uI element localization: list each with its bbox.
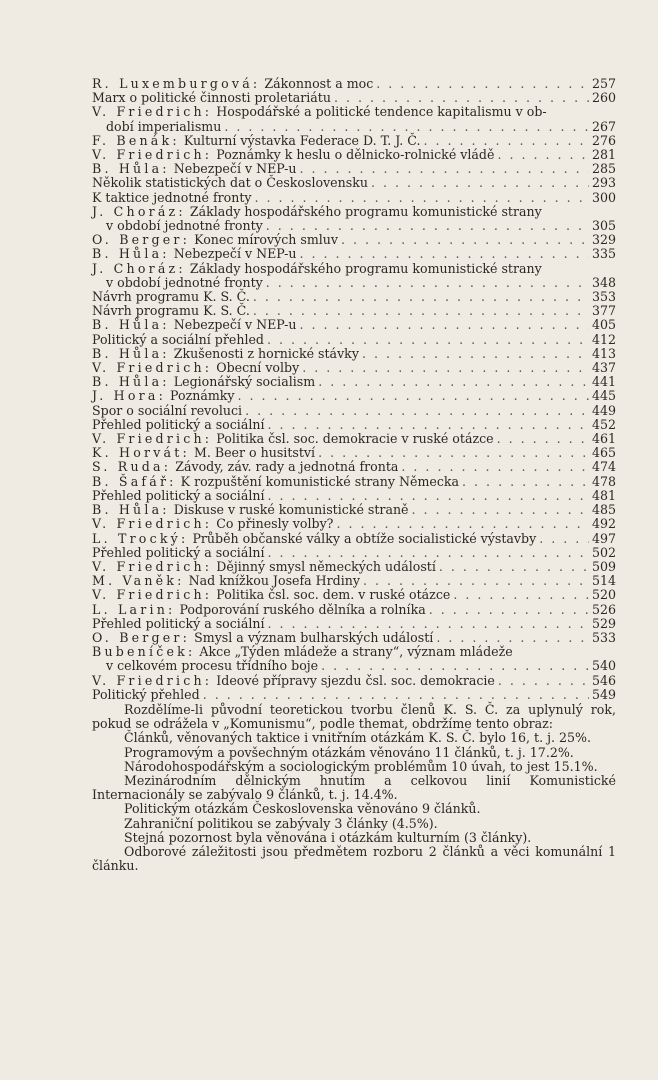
toc-entry-author: J. Hora: [92, 388, 167, 404]
toc-leader [268, 546, 589, 560]
toc-entry-title [92, 588, 450, 602]
toc-leader [412, 503, 589, 517]
toc-entry-title-text: Diskuse v ruské komunistické straně [173, 502, 409, 518]
toc-entry-author: L. Larin: [92, 601, 176, 617]
toc-leader [423, 134, 588, 148]
toc-leader [299, 318, 589, 332]
toc-entry-title [92, 347, 359, 361]
summary-paragraph: Odborové záležitosti jsou předmětem rozboru 2 článků a věci komunální 1 článku. [92, 843, 616, 874]
toc-entry-title [92, 191, 252, 205]
toc-entry [92, 617, 616, 631]
toc-entry-page: 449 [591, 402, 616, 418]
toc-leader [267, 333, 589, 347]
toc-leader [321, 659, 589, 673]
toc-entry-title-text: Poznámky k heslu o dělnicko-rolnické vládě [216, 147, 495, 163]
toc-entry [92, 333, 616, 347]
toc-entry-author: O. Berger: [92, 232, 191, 248]
toc-entry-page: 502 [591, 544, 616, 560]
toc-leader [268, 418, 589, 432]
toc-entry [92, 631, 616, 645]
toc-leader [497, 148, 589, 162]
toc-entry-page: 281 [591, 147, 616, 163]
toc-entry-continuation [92, 219, 616, 233]
toc-entry-title-text: Základy hospodářského programu komunistické strany [189, 260, 542, 276]
toc-entry-title-text: Politický a sociální přehled [92, 331, 264, 347]
toc-entry-author: B. Hůla: [92, 161, 170, 177]
toc-entry-page: 335 [591, 246, 616, 262]
toc-entry-author: B. Hůla: [92, 246, 170, 262]
toc-entry [92, 645, 616, 659]
toc-entry-title [92, 475, 459, 489]
toc-entry-title-text: Přehled politický a sociální [92, 615, 265, 631]
toc-entry-page: 485 [591, 502, 616, 518]
summary-text [92, 703, 616, 873]
toc-entry-page: 452 [591, 416, 616, 432]
toc-entry-title-text: Závody, záv. rady a jednotná fronta [175, 459, 399, 475]
toc-entry-title-text: Přehled politický a sociální [92, 416, 265, 432]
toc-entry [92, 446, 616, 460]
toc-leader [363, 574, 589, 588]
toc-entry-title-text: Legionářský socialism [173, 374, 316, 390]
toc-leader [498, 674, 589, 688]
toc-entry-page: 437 [591, 360, 616, 376]
toc-entry-title-text: Kulturní výstavka Federace D. T. J. Č. [183, 132, 421, 148]
toc-leader [336, 517, 589, 531]
toc-entry-title-text: Průběh občanské války a obtíže socialistické výstavby [192, 530, 537, 546]
toc-entry [92, 674, 616, 688]
toc-entry-title-text: K rozpuštění komunistické strany Německa [180, 473, 460, 489]
toc-entry-page: 293 [591, 175, 616, 191]
toc-entry-title-text: Politický přehled [92, 686, 200, 702]
toc-entry-title [92, 105, 547, 119]
toc-entry-page: 478 [591, 473, 616, 489]
toc-entry-page: 412 [591, 331, 616, 347]
toc-entry-title [92, 375, 315, 389]
summary-paragraph: Stejná pozornost byla věnována i otázkám kulturním (3 články). [124, 829, 532, 845]
toc-entry-title-text: Přehled politický a sociální [92, 544, 265, 560]
toc-entry-title-text: M. Beer o husitství [193, 445, 316, 461]
toc-leader [371, 176, 589, 190]
summary-paragraph: Zahraniční politikou se zabývaly 3 články (4.5%). [124, 815, 438, 831]
toc-entry-page: 441 [591, 374, 616, 390]
toc-entry-page: 465 [591, 445, 616, 461]
toc-leader [224, 120, 589, 134]
toc-entry-title [92, 148, 494, 162]
toc-entry-title-text: Obecní volby [216, 360, 300, 376]
toc-entry-title-text: Několik statistických dat o Československu [92, 175, 368, 191]
toc-entry-page: 445 [591, 388, 616, 404]
toc-entry-page: 481 [591, 487, 616, 503]
toc-entry-author: V. Friedrich: [92, 147, 213, 163]
toc-entry-title [92, 262, 542, 276]
toc-entry-title-text: Ideové přípravy sjezdu čsl. soc. demokracie [216, 672, 495, 688]
toc-leader [203, 688, 589, 702]
toc-entry [92, 560, 616, 574]
toc-entry-page: 549 [591, 686, 616, 702]
toc-entry-title [92, 389, 235, 403]
toc-entry-title-cont: dobí imperialismu [106, 118, 222, 134]
toc-entry-title [92, 247, 296, 261]
toc-entry-continuation [92, 120, 616, 134]
summary-paragraph: Politickým otázkám Československa věnováno 9 článků. [124, 801, 481, 817]
toc-entry-author: Bubeníček: [92, 644, 196, 660]
toc-entry-title [92, 503, 409, 517]
toc-entry-title-cont: v celkovém procesu třídního boje [106, 658, 319, 674]
toc-entry [92, 247, 616, 261]
toc-entry-continuation [92, 659, 616, 673]
toc-leader [362, 347, 589, 361]
toc-entry-title [92, 176, 368, 190]
toc-entry-title-text: Návrh programu K. S. Č. [92, 303, 250, 319]
toc-entry-title-text: Nebezpečí v NEP-u [173, 317, 297, 333]
toc-entry-author: B. Šafář: [92, 473, 177, 489]
toc-entry-page: 520 [591, 587, 616, 603]
toc-entry [92, 134, 616, 148]
toc-entry-author: V. Friedrich: [92, 360, 213, 376]
toc-entry [92, 318, 616, 332]
toc-entry [92, 77, 616, 91]
toc-entry-author: J. Choráz: [92, 260, 186, 276]
toc-entry-author: V. Friedrich: [92, 516, 213, 532]
toc-entry-author: B. Hůla: [92, 317, 170, 333]
toc-entry [92, 205, 616, 219]
toc-leader [302, 361, 589, 375]
toc-entry-page: 348 [591, 274, 616, 290]
toc-entry-author: S. Ruda: [92, 459, 172, 475]
toc-entry-page: 305 [591, 218, 616, 234]
toc-entry-title-text: K taktice jednotné fronty [92, 189, 252, 205]
toc-entry-title-text: Zákonnost a moc [264, 76, 374, 91]
toc-leader [266, 219, 589, 233]
toc-entry-title-text: Základy hospodářského programu komunistické strany [189, 203, 542, 219]
toc-entry-title-text: Politika čsl. soc. dem. v ruské otázce [216, 587, 451, 603]
toc-leader [255, 191, 589, 205]
toc-entry-author: L. Trocký: [92, 530, 189, 546]
toc-entry-title [92, 517, 333, 531]
toc-leader [268, 617, 589, 631]
toc-entry-title-text: Nebezpečí v NEP-u [173, 246, 297, 262]
toc-entry-title [92, 446, 315, 460]
toc-leader [376, 77, 589, 91]
toc-entry [92, 432, 616, 446]
toc-entry-title [92, 574, 360, 588]
toc-entry-title [92, 688, 200, 702]
toc-leader [245, 404, 589, 418]
toc-entry-title [92, 233, 338, 247]
document-content [92, 77, 616, 873]
toc-entry-title-text: Nad knížkou Josefa Hrdiny [188, 573, 360, 589]
toc-leader [401, 460, 589, 474]
toc-entry [92, 262, 616, 276]
summary-paragraph: Programovým a povšechným otázkám věnováno 11 článků, t. j. 17.2%. [124, 744, 574, 760]
toc-entry-title [92, 460, 398, 474]
toc-entry-author: R. Luxemburgová: [92, 76, 261, 91]
toc-entry-title-text: Zkušenosti z hornické stávky [173, 345, 359, 361]
toc-leader [497, 432, 589, 446]
toc-entry-author: B. Hůla: [92, 502, 170, 518]
toc-entry [92, 532, 616, 546]
toc-entry-title-text: Co přinesly volby? [216, 516, 334, 532]
toc-entry-title-text: Přehled politický a sociální [92, 487, 265, 503]
toc-entry-title-text: Spor o sociální revoluci [92, 402, 243, 418]
toc-entry-title [92, 333, 264, 347]
toc-entry [92, 91, 616, 105]
toc-entry-author: B. Hůla: [92, 345, 170, 361]
summary-paragraph: Rozdělíme-li původní teoretickou tvorbu členů K. S. Č. za uplynulý rok, pokud se odrážela v „Komunismu“, podle themat, obdržíme tento obraz: [92, 701, 616, 732]
toc-entry-title [92, 674, 495, 688]
toc-entry-page: 533 [591, 629, 616, 645]
toc-leader [462, 475, 589, 489]
toc-entry [92, 489, 616, 503]
toc-leader [453, 588, 589, 602]
toc-entry [92, 418, 616, 432]
toc-entry-author: V. Friedrich: [92, 587, 213, 603]
toc-entry-title-text: Marx o politické činnosti proletariátu [92, 90, 331, 106]
toc-entry-page: 257 [591, 76, 616, 91]
toc-entry [92, 574, 616, 588]
toc-entry-author: V. Friedrich: [92, 672, 213, 688]
toc-entry-title-text: Hospodářské a politické tendence kapitalismu v ob- [216, 104, 547, 120]
toc-leader [253, 290, 589, 304]
toc-entry-title [92, 361, 299, 375]
toc-entry [92, 347, 616, 361]
toc-entry-title-text: Politika čsl. soc. demokracie v ruské otázce [216, 431, 494, 447]
toc-entry [92, 404, 616, 418]
toc-entry-title-cont: v období jednotné fronty [106, 274, 263, 290]
summary-paragraph: Mezinárodním dělnickým hnutím a celkovou linií Komunistické Internacionály se zabývalo 9 článků, t. j. 14.4%. [92, 772, 616, 803]
toc-entry-title-text: Nebezpečí v NEP-u [173, 161, 297, 177]
toc-entry-author: V. Friedrich: [92, 558, 213, 574]
toc-entry-page: 540 [591, 658, 616, 674]
toc-entry-author: F. Benák: [92, 132, 180, 148]
toc-entry-title [92, 404, 242, 418]
toc-entry-page: 497 [591, 530, 616, 546]
toc-entry-title [92, 134, 420, 148]
summary-paragraph: Národohospodářským a sociologickým problémům 10 úvah, to jest 15.1%. [124, 758, 598, 774]
toc-entry [92, 475, 616, 489]
toc-entry-author: J. Choráz: [92, 203, 186, 219]
toc-entry [92, 517, 616, 531]
toc-entry [92, 588, 616, 602]
toc-entry [92, 148, 616, 162]
toc-entry-title [92, 318, 296, 332]
toc-entry-title [92, 603, 426, 617]
toc-entry-title-text: Dějinný smysl německých událostí [216, 558, 436, 574]
toc-entry-title [92, 432, 494, 446]
toc-leader [318, 375, 589, 389]
toc-entry-title [92, 77, 373, 91]
toc-entry-page: 461 [591, 431, 616, 447]
toc-entry-page: 546 [591, 672, 616, 688]
toc-leader [299, 247, 589, 261]
toc-entry [92, 460, 616, 474]
toc-entry-title [92, 532, 536, 546]
toc-entry-page: 267 [591, 118, 616, 134]
toc-entry-title-text: Konec mírových smluv [194, 232, 339, 248]
toc-entry-title [92, 617, 265, 631]
toc-entry-title [92, 546, 265, 560]
toc-entry [92, 503, 616, 517]
toc-entry [92, 105, 616, 119]
toc-entry-page: 413 [591, 345, 616, 361]
toc-entry-title-text: Akce „Týden mládeže a strany“, význam mládeže [199, 644, 513, 660]
toc-entry-page: 529 [591, 615, 616, 631]
toc-leader [334, 91, 589, 105]
toc-entry-page: 260 [591, 90, 616, 106]
toc-entry-page: 509 [591, 558, 616, 574]
toc-entry-title [92, 304, 250, 318]
toc-entry-title-text: Podporování ruského dělníka a rolníka [179, 601, 426, 617]
toc-entry [92, 546, 616, 560]
toc-entry-title-text: Návrh programu K. S. Č. [92, 289, 250, 305]
toc-leader [341, 233, 589, 247]
table-of-contents [92, 77, 616, 702]
toc-entry-page: 300 [591, 189, 616, 205]
toc-entry-title-text: Poznámky [170, 388, 235, 404]
toc-entry-title [92, 91, 331, 105]
toc-entry-title [92, 560, 436, 574]
toc-entry-continuation [92, 276, 616, 290]
toc-entry [92, 375, 616, 389]
toc-entry-author: O. Berger: [92, 629, 191, 645]
toc-entry-author: V. Friedrich: [92, 431, 213, 447]
toc-entry-page: 353 [591, 289, 616, 305]
toc-leader [238, 389, 589, 403]
toc-entry-page: 329 [591, 232, 616, 248]
toc-leader [268, 489, 589, 503]
toc-entry-page: 276 [591, 132, 616, 148]
toc-entry-title-text: Smysl a význam bulharských událostí [194, 629, 434, 645]
toc-entry-page: 285 [591, 161, 616, 177]
toc-entry [92, 603, 616, 617]
toc-entry-title [92, 631, 433, 645]
toc-entry [92, 361, 616, 375]
toc-entry [92, 176, 616, 190]
toc-entry [92, 389, 616, 403]
toc-entry [92, 304, 616, 318]
toc-entry-title [92, 489, 265, 503]
toc-entry-page: 405 [591, 317, 616, 333]
toc-entry [92, 191, 616, 205]
toc-leader [429, 603, 589, 617]
toc-entry-author: V. Friedrich: [92, 104, 213, 120]
toc-leader [539, 532, 589, 546]
toc-leader [266, 276, 589, 290]
toc-entry-page: 492 [591, 516, 616, 532]
summary-paragraph: Článků, věnovaných taktice i vnitřním otázkám K. S. Č. bylo 16, t. j. 25%. [124, 730, 592, 746]
toc-entry-author: B. Hůla: [92, 374, 170, 390]
toc-leader [318, 446, 589, 460]
toc-leader [436, 631, 589, 645]
toc-entry-title [92, 205, 542, 219]
toc-entry [92, 688, 616, 702]
toc-entry-title [92, 418, 265, 432]
toc-entry-title [92, 645, 513, 659]
toc-entry [92, 233, 616, 247]
toc-leader [253, 304, 589, 318]
toc-entry-page: 514 [591, 573, 616, 589]
toc-entry-author: K. Horvát: [92, 445, 190, 461]
toc-entry-page: 474 [591, 459, 616, 475]
toc-entry-author: M. Vaněk: [92, 573, 185, 589]
toc-leader [439, 560, 589, 574]
toc-entry-page: 377 [591, 303, 616, 319]
toc-entry-title-cont: v období jednotné fronty [106, 218, 263, 234]
toc-entry-page: 526 [591, 601, 616, 617]
